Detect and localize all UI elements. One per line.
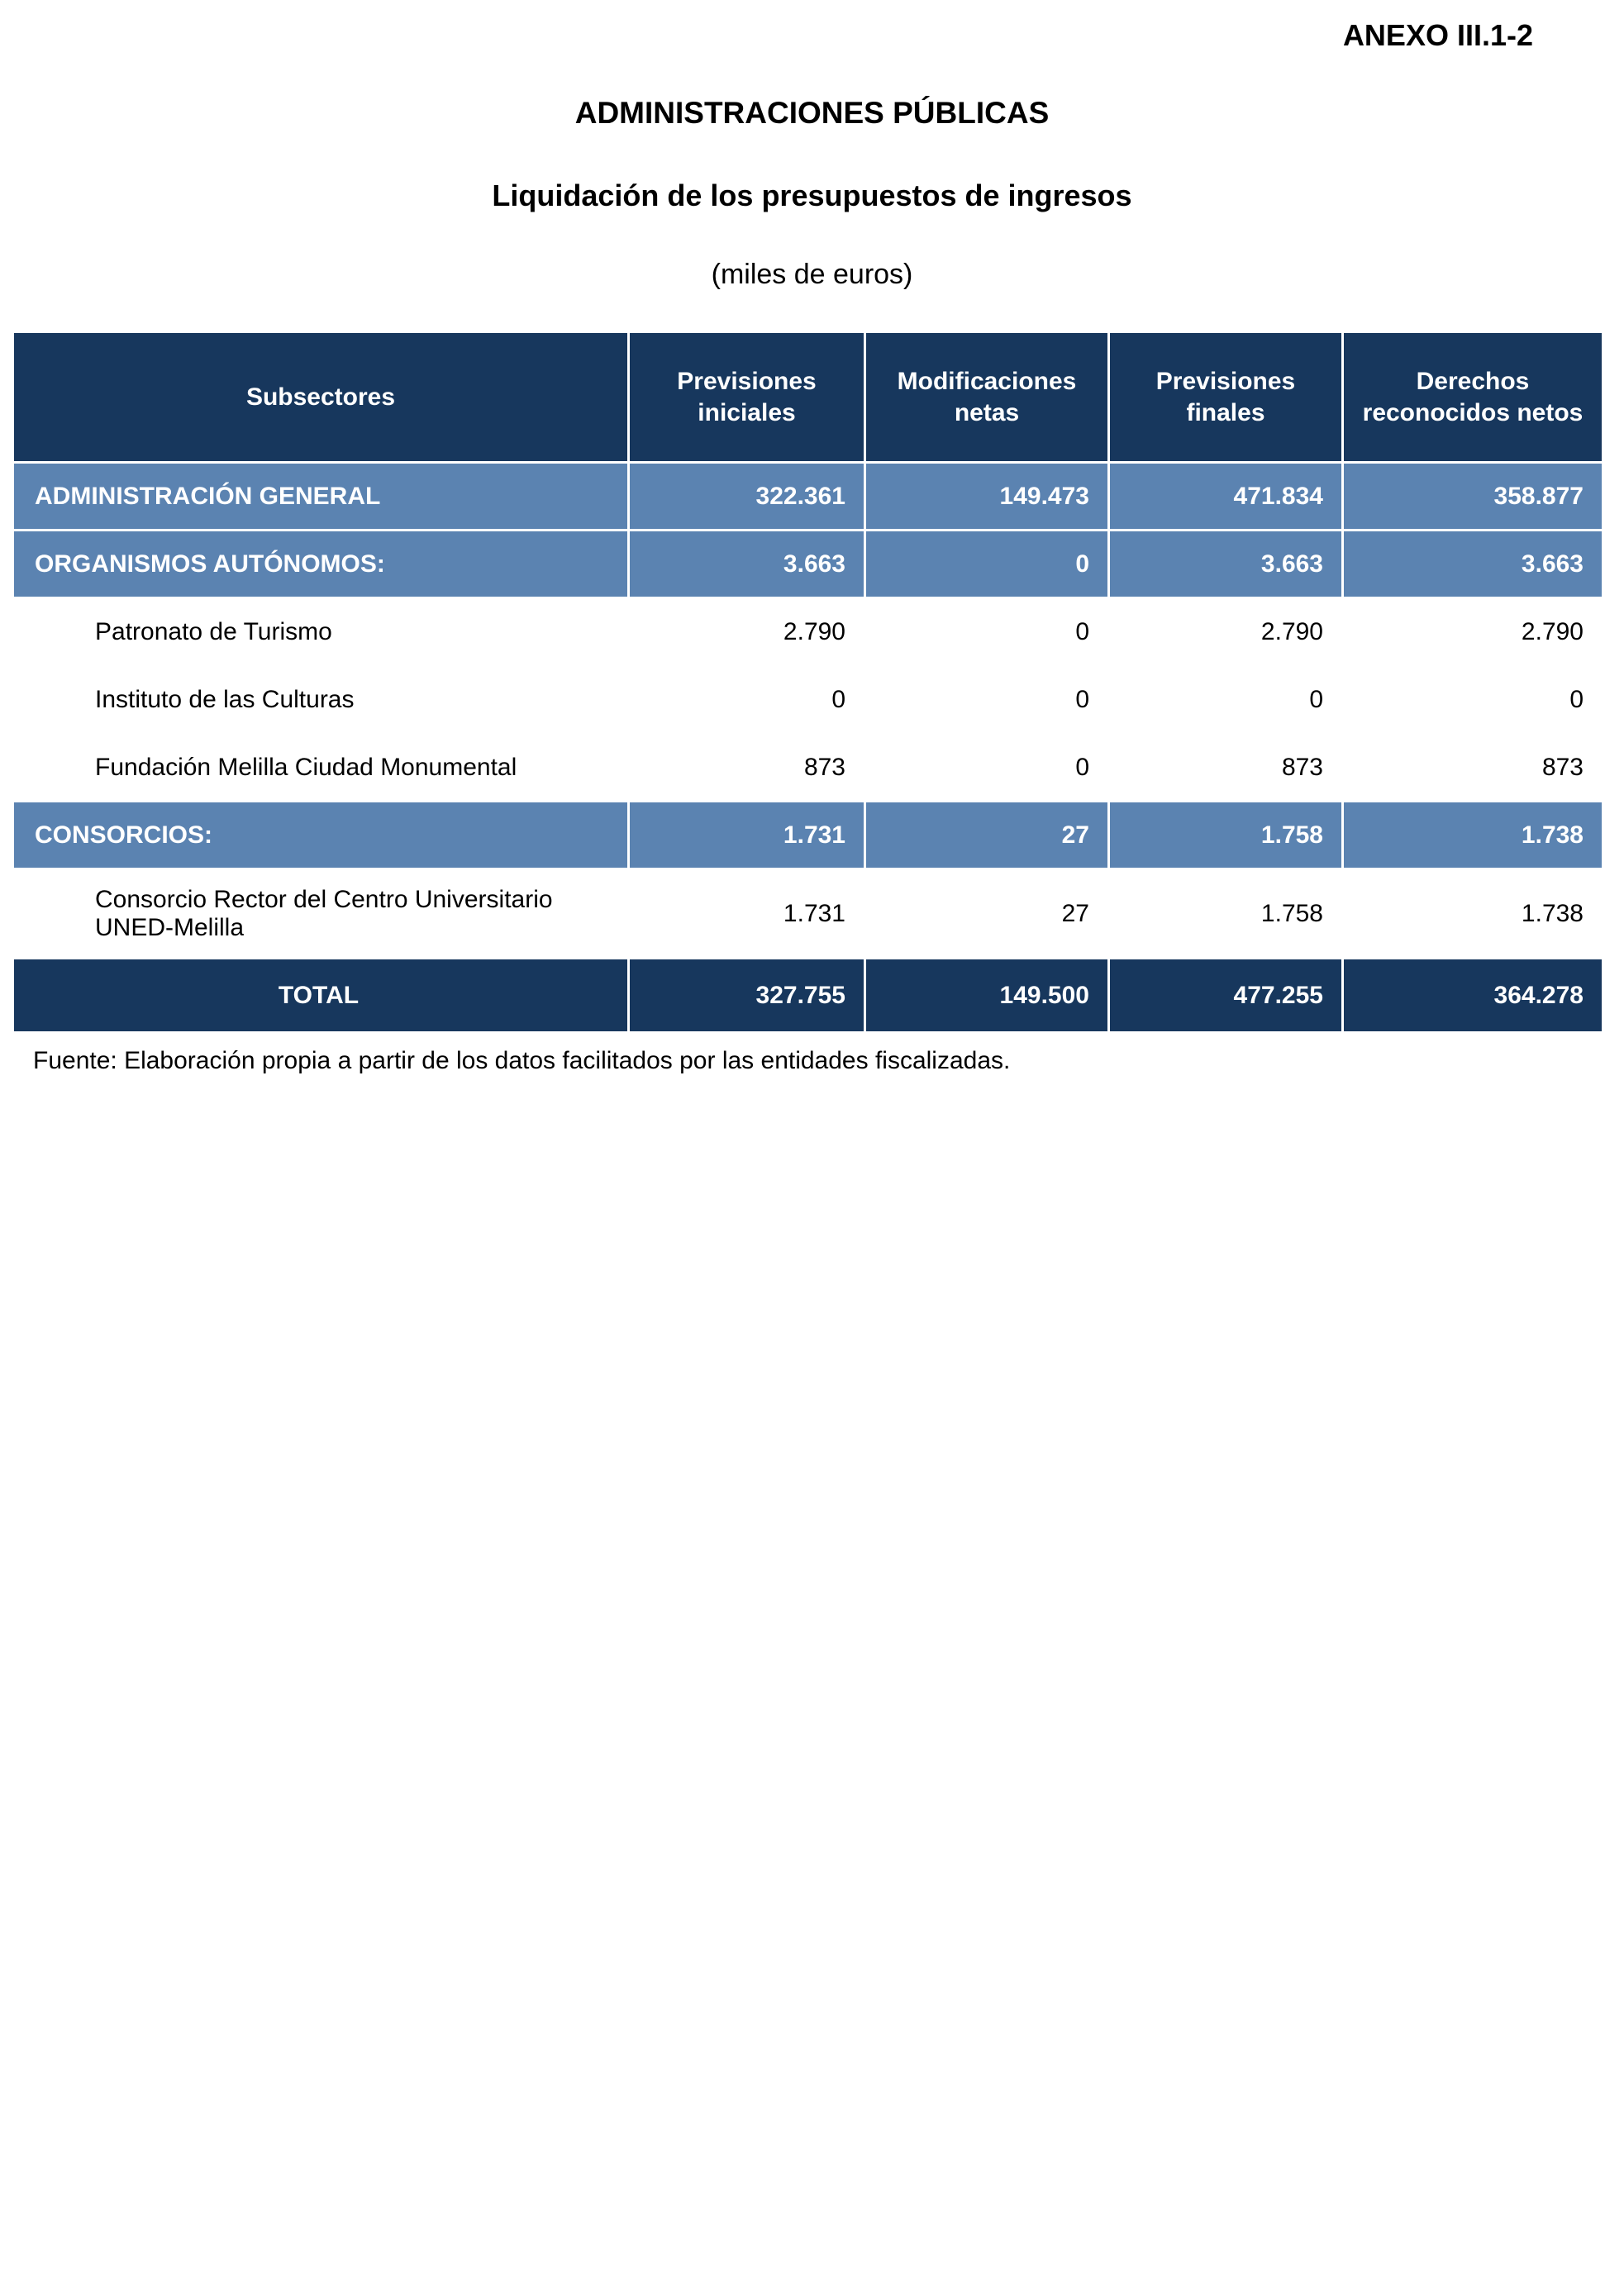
table-row-patronato-turismo — [13, 598, 1603, 666]
row-label: TOTAL — [13, 959, 629, 1033]
annex-label: ANEXO III.1-2 — [1342, 18, 1533, 52]
cell-value: 0 — [1343, 666, 1603, 734]
cell-value: 0 — [1109, 666, 1343, 734]
cell-value: 327.755 — [629, 959, 865, 1033]
table-row-total — [13, 959, 1603, 1033]
cell-value: 149.473 — [865, 463, 1109, 531]
cell-value: 27 — [865, 802, 1109, 869]
page-subtitle: Liquidación de los presupuestos de ingresos — [492, 178, 1132, 212]
source-note: Fuente: Elaboración propia a partir de los datos facilitados por las entidades fiscalizadas. — [33, 1047, 1011, 1074]
cell-value: 2.790 — [629, 598, 865, 666]
cell-value: 1.731 — [629, 869, 865, 959]
cell-value: 322.361 — [629, 463, 865, 531]
table-row-instituto-culturas — [13, 666, 1603, 734]
cell-value: 1.758 — [1109, 869, 1343, 959]
cell-value: 3.663 — [1343, 531, 1603, 598]
unit-note: (miles de euros) — [711, 259, 913, 290]
cell-value: 471.834 — [1109, 463, 1343, 531]
cell-value: 1.731 — [629, 802, 865, 869]
cell-value: 873 — [1343, 734, 1603, 802]
cell-value: 2.790 — [1343, 598, 1603, 666]
table-row-administracion-general — [13, 463, 1603, 531]
cell-value: 358.877 — [1343, 463, 1603, 531]
cell-value: 364.278 — [1343, 959, 1603, 1033]
column-header-previsiones-iniciales: Previsiones iniciales — [629, 332, 865, 463]
row-label: Instituto de las Culturas — [13, 666, 629, 734]
cell-value: 0 — [865, 598, 1109, 666]
cell-value: 0 — [865, 531, 1109, 598]
cell-value: 27 — [865, 869, 1109, 959]
row-label: Fundación Melilla Ciudad Monumental — [13, 734, 629, 802]
table-row-fundacion-melilla — [13, 734, 1603, 802]
cell-value: 0 — [865, 666, 1109, 734]
cell-value: 2.790 — [1109, 598, 1343, 666]
column-header-previsiones-finales: Previsiones finales — [1109, 332, 1343, 463]
column-header-subsectores: Subsectores — [13, 332, 629, 463]
table-row-consorcios — [13, 802, 1603, 869]
cell-value: 3.663 — [1109, 531, 1343, 598]
row-label: ADMINISTRACIÓN GENERAL — [13, 463, 629, 531]
row-label: CONSORCIOS: — [13, 802, 629, 869]
cell-value: 873 — [1109, 734, 1343, 802]
row-label: ORGANISMOS AUTÓNOMOS: — [13, 531, 629, 598]
page-title: ADMINISTRACIONES PÚBLICAS — [574, 96, 1050, 130]
budget-table — [12, 331, 1604, 1034]
cell-value: 1.758 — [1109, 802, 1343, 869]
cell-value: 477.255 — [1109, 959, 1343, 1033]
cell-value: 3.663 — [629, 531, 865, 598]
table-row-consorcio-uned — [13, 869, 1603, 959]
column-header-modificaciones-netas: Modificaciones netas — [865, 332, 1109, 463]
table-row-organismos-autonomos — [13, 531, 1603, 598]
cell-value: 873 — [629, 734, 865, 802]
cell-value: 1.738 — [1343, 802, 1603, 869]
column-header-derechos-reconocidos: Derechos reconocidos netos — [1343, 332, 1603, 463]
cell-value: 1.738 — [1343, 869, 1603, 959]
cell-value: 0 — [629, 666, 865, 734]
table-header-row — [13, 332, 1603, 463]
cell-value: 0 — [865, 734, 1109, 802]
cell-value: 149.500 — [865, 959, 1109, 1033]
row-label: Patronato de Turismo — [13, 598, 629, 666]
row-label: Consorcio Rector del Centro Universitario UNED-Melilla — [13, 869, 629, 959]
